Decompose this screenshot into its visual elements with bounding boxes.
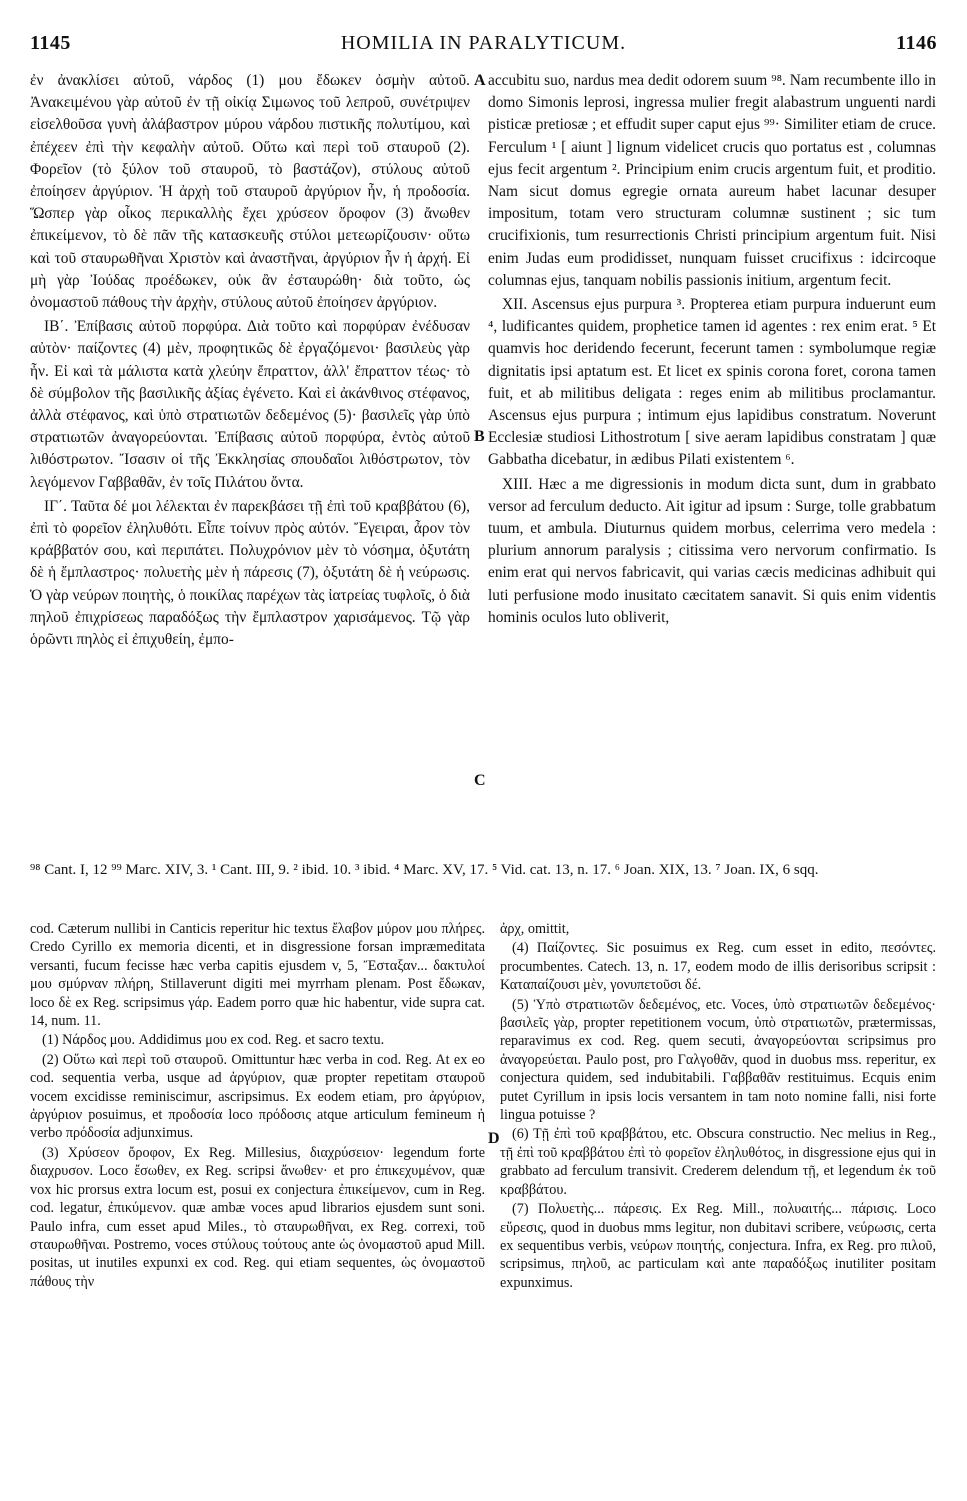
margin-letter-b: B <box>474 428 485 445</box>
note-paragraph: (4) Παίζοντες. Sic posuimus ex Reg. cum esset in edito, πεσόντες. procumbentes. Catech. 13, n. 17, eodem modo de illis derisoribus scripsit : Καταπαίζουσι μὲν, γονυπετοῦσι δέ. <box>500 940 936 994</box>
page-number-left: 1145 <box>30 32 71 54</box>
scripture-references: ⁹⁸ Cant. I, 12 ⁹⁹ Marc. XIV, 3. ¹ Cant. III, 9. ² ibid. 10. ³ ibid. ⁴ Marc. XV, 17. ⁵ Vid. cat. 13, n. 17. ⁶ Joan. XIX, 13. ⁷ Joan. IX, 6 sqq. <box>30 862 819 878</box>
margin-letter-c: C <box>474 772 486 789</box>
running-title: HOMILIA IN PARALYTICUM. <box>340 32 627 54</box>
notes-right-column <box>500 920 936 1293</box>
greek-paragraph: ΙΒ΄. Ἐπίβασις αὐτοῦ πορφύρα. Διὰ τοῦτο καὶ πορφύραν ἐνέδυσαν αὐτὸν· παίζοντες (4) μὲν, προφητικῶς δὲ ἐργαζόμενοι· βασιλεὺς γὰρ ἦν. Εἰ καὶ τὰ μάλιστα κατὰ χλεύην ἔπραττον, ἀλλ' ἔπραττον τέως· τὸ δὲ σύμβολον τῆς βασιλικῆς ἀξίας ἐγένετο. Καὶ εἰ ἀκάνθινος στέφανος, ἀλλὰ στέφανος, καὶ ὑπὸ στρατιωτῶν δεδεμένος (5)· βασιλεῖς γὰρ ὑπὸ στρατιωτῶν ἀναγορεύονται. Ἐπίβασις αὐτοῦ πορφύρα, ἐντὸς αὐτοῦ λιθόστρωτον. Ἴσασιν οἱ τῆς Ἐκκλησίας σπουδαῖοι λιθόστρωτον, τὸν λεγόμενον Γαββαθᾶν, ἐν τοῖς Πιλάτου ὄντα. <box>30 318 470 491</box>
latin-paragraph: accubitu suo, nardus mea dedit odorem suum ⁹⁸. Nam recumbente illo in domo Simonis leprosi, ingressa mulier fregit alabastrum unguenti nardi pisticæ pretiosæ ; et effudit super caput ejus ⁹⁹· Similiter etiam de cruce. Ferculum ¹ [ aiunt ] lignum videlicet crucis quo portatus est , columnas ejus fecit argentum ². Principium enim crucis argentum fuit, et proditio. Nam sicut domus egregie ornata aureum habet lacunar desuper impositum, totam vero structuram columnæ sustinent ; sic tum crucifixionis, tum resurrectionis Christi principium argentum fuit. Nisi enim Judas eum prodidisset, nunquam fuisset crucifixus : idcircoque columnas ejus, tanquam nobilis passionis initium, argentum fecit. <box>488 72 936 289</box>
latin-text-column <box>488 70 936 631</box>
greek-paragraph: ΙΓ΄. Ταῦτα δέ μοι λέλεκται ἐν παρεκβάσει τῇ ἐπὶ τοῦ κραββάτου (6), ἐπὶ τὸ φορεῖον ἐληλυθότι. Εἶπε τοίνυν πρὸς αὐτόν. Ἔγειραι, ἆρον τὸν κράββατόν σου, καὶ περιπάτει. Πολυχρόνιον μὲν τὸ νόσημα, ὀξυτάτη δὲ ἡ ἔμπλαστρος· πολυετὴς μὲν ἡ πάρεσις (7), ὀξυτάτη δὲ ἡ νεύρωσις. Ὁ γὰρ νεύρων ποιητὴς, ὁ ποικίλας παρέχων τὰς ἰατρείας τυφλοῖς, ὁ διὰ πηλοῦ ἐπιχρίσεως παραδόξως τὴν ἔμπλαστρον χαρισάμενος. Τῷ γὰρ ὁρῶντι πηλὸς εἰ ἐπιχυθείη, ἐμπο- <box>30 497 470 649</box>
note-paragraph: (5) Ὑπὸ στρατιωτῶν δεδεμένος, etc. Voces, ὑπὸ στρατιωτῶν δεδεμένος· βασιλεῖς γὰρ, propter repetitionem vocum, ὑπὸ στρατιωτῶν, prætermissas, reparavimus ex cod. Reg. quem secuti, ἀναγορεύονται scripsimus pro ἀναγορεύεται. Paulo post, pro Γαλγοθᾶν, quod in duobus mss. reperitur, ex conjectura quidem, sed indubitabili. Γαββαθᾶν restituimus. Ecquis enim putet Cyrillum in ipsis locis versantem in tam noto nomine falli, nisi forte lingua potuisse ? <box>500 996 936 1124</box>
notes-left-column <box>30 920 485 1292</box>
note-paragraph: ἀρχ, omittit, <box>500 921 570 937</box>
page-header <box>0 32 967 62</box>
note-paragraph: cod. Cæterum nullibi in Canticis reperitur hic textus ἔλαβον μύρον μου πλήρες. Credo Cyrillo ex memoria dicenti, et in disgressione forsan impræmeditata versanti, fucum fecisse hæc verba capitis ejusdem v, 5, Ἔσταξαν... δακτυλοί μου σμύρναν πλήρη, Stillaverunt digiti mei myrrham plenam. Post ἔδωκαν, loco δὲ ex Reg. scripsimus γάρ. Eadem porro quæ hic habentur, vide supra cat. 14, num. 11. <box>30 921 485 1030</box>
note-paragraph: (2) Οὕτω καὶ περὶ τοῦ σταυροῦ. Omittuntur hæc verba in cod. Reg. At ex eo cod. sequentia verba, usque ad ἀργύριον, quæ propter repetitam σταυροῦ vocem excidisse reminiscimur, ascripsimus. Ex eodem etiam, pro ἀργύριον, ἀργύριον posuimus, et προδοσία loco πρόδοσις atque articulum femineum ἡ verbo πρόδοσία adjunximus. <box>30 1051 485 1142</box>
note-paragraph: (6) Τῇ ἐπὶ τοῦ κραββάτου, etc. Obscura constructio. Nec melius in Reg., τῇ ἐπὶ τοῦ κραββάτου ἐπὶ τὸ φορεῖον ἐληλυθότος, in disgressione ejus qui in grabbato ad ferculum transivit. Crederem delendum τῇ, et legendum ἐκ τοῦ κραββάτου. <box>500 1126 936 1198</box>
note-paragraph: (7) Πολυετὴς... πάρεσις. Ex Reg. Mill., πολυαιτής... πάρισις. Loco εὕρεσις, quod in duobus mms legitur, non dubitavi scribere, νεύρωσις, certa ex sequentibus verbis, νεύρων ποιητής, conjectura. Infra, ex Reg. pro πιλοῦ, scripsimus, πηλοῦ, ac particulam καὶ ante παραδόξως inutiliter positam expunximus. <box>500 1201 936 1291</box>
page-number-right: 1146 <box>896 32 937 54</box>
greek-text-column <box>30 70 470 653</box>
margin-letter-d: D <box>488 1130 500 1147</box>
greek-paragraph: ἐν ἀνακλίσει αὐτοῦ, νάρδος (1) μου ἔδωκεν ὀσμὴν αὐτοῦ. Ἀνακειμένου γὰρ αὐτοῦ ἐν τῇ οἰκίᾳ Σιμωνος τοῦ λεπροῦ, συνέτριψεν εἰσελθοῦσα γυνὴ ἀλάβαστρον μύρου νάρδου πιστικῆς πολυτίμου, καὶ ἐπέχεεν ἐπὶ τὴν κεφαλὴν αὐτοῦ. Οὕτω καὶ περὶ τοῦ σταυροῦ (2). Φορεῖον (τὸ ξύλον τοῦ σταυροῦ, τὸ βαστάζον), στύλους αὐτοῦ ἐποίησεν ἀργύριον. Ἡ ἀρχὴ τοῦ σταυροῦ ἀργύριον ἦν, ἡ προδοσία. Ὥσπερ γὰρ οἶκος περικαλλὴς ἔχει χρύσεον ὄροφον (3) ἄνωθεν ἐπικείμενον, τὸ δὲ πᾶν τῆς κατασκευῆς στύλοι μετεωρίζουσιν· οὕτω καὶ τοῦ σταυρωθῆναι Χριστὸν καὶ ἀναστῆναι, ἀργύριον ἦν ἡ ἀρχή. Εἰ μὴ γὰρ Ἰούδας προέδωκεν, οὐκ ἂν ἐσταυρώθη· διὰ τοῦτο, ὡς ὀνομαστοῦ πάθους τὴν ἀρχὴν, στύλους αὐτοῦ ἐποίησεν ἀργύριον. <box>30 72 470 312</box>
margin-letter-a: A <box>474 72 486 89</box>
latin-paragraph: XIII. Hæc a me digressionis in modum dicta sunt, dum in grabbato versor ad ferculum deducto. Ait igitur ad ipsum : Surge, tolle grabbatum tuum, et ambula. Diuturnus quidem morbus, celerrima vero medela : plurium annorum paralysis ; citissima vero nervorum confirmatio. Is enim erat qui nervos fabricavit, qui varias cæcis medicinas adhibuit qui luti perfusione modo inusitato cæcitatem sanavit. Si quis enim videntis hominis oculos luto obliverit, <box>488 475 936 626</box>
note-paragraph: (1) Νάρδος μου. Addidimus μου ex cod. Reg. et sacro textu. <box>42 1032 385 1049</box>
latin-paragraph: XII. Ascensus ejus purpura ³. Propterea etiam purpura induerunt eum ⁴, ludificantes quidem, prophetice tamen id agentes : rex enim erat. ⁵ Et quamvis hoc deridendo fecerunt, fecerunt tamen : symbolumque regiæ dignitatis ipsi aptatum est. Et licet ex spinis corona foret, corona tamen fuit, et ab militibus deligata : reges enim ab militibus proclamantur. Ascensus ejus purpura ; intimum ejus lapidibus constratum. Noverunt Ecclesiæ studiosi Lithostrotum [ sive aeram lapidibus constratam ] quæ Gabbatha dicebatur, in ædibus Pilati existentem ⁶. <box>488 296 936 469</box>
note-paragraph: (3) Χρύσεον ὄροφον, Ex Reg. Millesius, διαχρύσειον· legendum forte διαχρυσον. Loco ἔσωθεν, ex Reg. scripsi ἄνωθεν· et pro ἐπικεχυμένον, quæ vox hic prorsus extra locum est, posui ex conjectura ἐπικείμενον, cum in Reg. cod. legatur, ἐπικύμενον. quæ ambæ voces apud librarios ejusdem sunt soni. Paulo infra, cum esset apud Miles., τὸ σταυρωθῆναι, ex Reg. correxi, τοῦ σταυρωθῆναι. Postremo, voces στύλους τούτους ante ὡς ὀνομαστοῦ apud Mill. positas, ut inutiles expunxi ex cod. Reg. qui etiam sequentes, ὡς ὀνομαστοῦ πάθους τὴν <box>30 1144 485 1290</box>
